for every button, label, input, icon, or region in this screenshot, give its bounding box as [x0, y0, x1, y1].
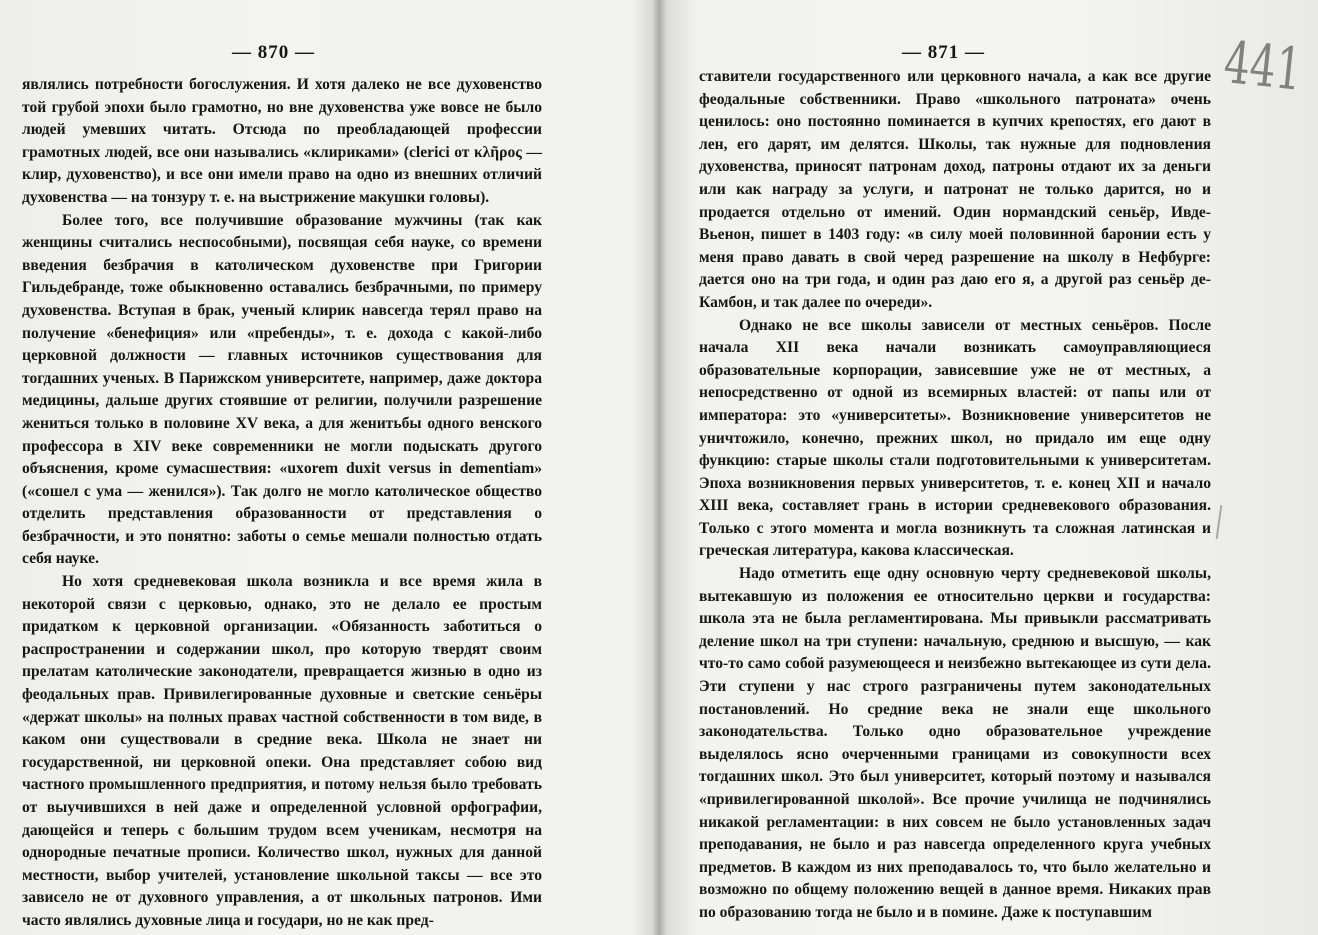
page-text	[22, 74, 542, 933]
paragraph: Надо отметить еще одну основную черту средневековой школы, вытекавшую из положения ее относительно церкви и государства: школа эта не была регламентирована. Мы привыкли рассматривать деление школ на три ступени: начальную, среднюю и высшую, — как что-то само собой разумеющееся и неизбежно вытекающее из сути дела. Эти ступени у нас строго разграничены путем законодательных постановлений. Но средние века не знали еще школьного законодательства. Только одно образовательное учреждение выделялось ясно очерченными границами из совокупности всех тогдашних школ. Это был университет, который поэтому и назывался «привилегированной школой». Все прочие училища не подчинялись никакой регламентации: в них совсем не было установленных задач преподавания, не было и раз навсегда определенного круга учебных предметов. В каждом из них преподавалось то, что было желательно и возможно по общему положению вещей в данное время. Никаких прав по образованию тогда не было и в помине. Даже к поступавшим	[699, 565, 1211, 921]
left-page	[0, 0, 650, 935]
page-text	[699, 66, 1211, 925]
page-number: — 870 —	[232, 42, 315, 63]
paragraph: Более того, все получившие образование мужчины (так как женщины считались неспособными), посвящая себя науке, со времени введения безбрачия в католическом духовенстве при Григории Гильдебранде, тоже обыкновенно оставались безбрачными, по примеру духовенства. Вступая в брак, ученый клирик навсегда терял право на получение «бенефиция» или «пребенды», т. е. дохода с какой-либо церковной должности — главных источников существования для тогдашних ученых. В Парижском университете, например, даже доктора медицины, дальше других стоявшие от религии, получили разрешение жениться только в половине XV века, а для женитьбы одного венского профессора в XIV веке современники не могли подыскать другого объяснения, кроме сумасшествия: «uxorem duxit versus in dementiam» («сошел с ума — женился»). Так долго не могло католическое общество отделить представления образованности от представления о безбрачности, и это понятно: заботы о семье мешали полностью отдать себя науке.	[22, 211, 542, 568]
handwritten-margin-note: 441	[1220, 28, 1306, 104]
pencil-margin-mark	[1216, 505, 1223, 539]
paragraph: являлись потребности богослужения. И хотя далеко не все духовенство той грубой эпохи было грамотно, но вне духовенства уже вовсе не было людей умевших читать. Отсюда по преобладающей профессии грамотных людей, все они назывались «клириками» (clerici от κλῆρος — клир, духовенство), и все они имели право на одно из внешних отличий духовенства — на тонзуру т. е. на выстрижение макушки головы).	[22, 76, 542, 206]
paragraph: ставители государственного или церковного начала, а как все другие феодальные собственники. Право «школьного патроната» очень ценилось: оно постоянно поминается в купчих крепостях, его дают в лен, его дарят, им делятся. Школы, так нужные для подновления духовенства, приносят патронам доход, патроны отдают их за деньги или как награду за услуги, и патронат не только дарится, но и продается отдельно от имений. Один нормандский сеньёр, Ивде-Вьенон, пишет в 1403 году: «в силу моей половинной баронии есть у меня право давать в свой черед разрешение на школу в Нефбурге: дается оно на три года, и один раз даю его я, а другой раз сеньёр де-Камбон, и так далее по очереди».	[699, 68, 1211, 311]
paragraph: Но хотя средневековая школа возникла и все время жила в некоторой связи с церковью, однако, это не делало ее простым придатком к церковной организации. «Обязанность заботиться о распространении и содержании школ, про которую твердят своим прелатам католические законодатели, превращается жизнью в одно из феодальных прав. Привилегированные духовные и светские сеньёры «держат школы» на полных правах частной собственности в том виде, в каком они существовали в средние века. Школа не знает ни государственной, ни церковной опеки. Она представляет собою вид частного промышленного предприятия, и потому нельзя было требовать от выучившихся в ней даже и определенной условной орфографии, дающейся и теперь с большим трудом всем ученикам, несмотря на однородные печатные прописи. Количество школ, нужных для данной местности, выбор учителей, установление школьной таксы — все это зависело не от духовного управления, а от школьных патронов. Ими часто являлись духовные лица и государи, но не как пред-	[22, 573, 542, 929]
page-number: — 871 —	[902, 42, 985, 63]
paragraph: Однако не все школы зависели от местных сеньёров. После начала XII века начали возникать самоуправляющиеся образовательные корпорации, зависевшие уже не от местных, а непосредственно от одной из всемирных властей: от папы или от императора: это «университеты». Возникновение университетов не уничтожило, конечно, прежних школ, но придало им еще одну функцию: старые школы стали подготовительными к университетам. Эпоха возникновения первых университетов, т. е. конец XII и начало XIII века, составляет грань в истории средневекового образования. Только с этого момента и могла возникнуть та сложная латинская и греческая литература, какова классическая.	[699, 316, 1211, 560]
right-page	[662, 0, 1318, 935]
